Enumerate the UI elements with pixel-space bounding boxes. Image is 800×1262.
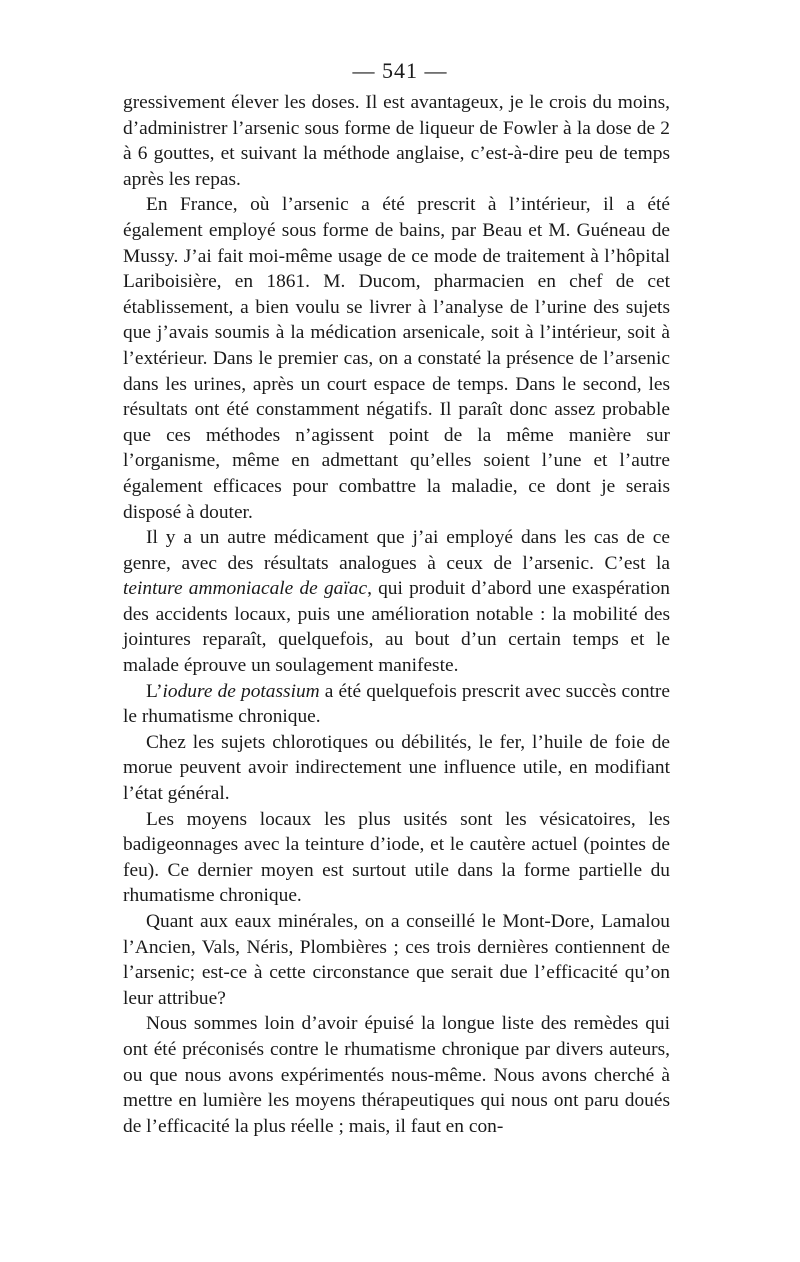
paragraph-text: En France, où l’arsenic a été prescrit à l’intérieur, il a été également employé sous forme de bains, par Beau et M. Guéneau de Mussy. J’ai fait moi-même usage de ce mode de traitement à l’hôpital Lariboisière, en 1861. M. Ducom, pharmacien en chef de cet établissement, a bien voulu se livrer à l’analyse de l’urine des sujets que j’avais soumis à la médication arsenicale, soit à l’intérieur, soit à l’extérieur. Dans le premier cas, on a constaté la présence de l’arsenic dans les urines, après un court espace de temps. Dans le second, les résultats ont été constamment négatifs. Il paraît donc assez probable que ces méthodes n’agissent point de la même manière sur l’organisme, même en admettant qu’elles soient l’une et l’autre également efficaces pour combattre la maladie, ce dont je serais disposé à douter.	[123, 194, 670, 523]
paragraph	[123, 807, 670, 909]
paragraph	[123, 730, 670, 807]
paragraph	[123, 525, 670, 679]
paragraph-text: Il y a un autre médicament que j’ai employé dans les cas de ce genre, avec des résultats analogues à ceux de l’arsenic. C’est la	[123, 527, 670, 574]
paragraph	[123, 90, 670, 192]
paragraph-text: L’	[146, 680, 163, 702]
paragraph-text: a été quelquefois prescrit avec succès contre le rhumatisme chronique.	[123, 680, 670, 728]
paragraph-text: gressivement élever les doses. Il est avantageux, je le crois du moins, d’administrer l’arsenic sous forme de liqueur de Fowler à la dose de 2 à 6 gouttes, et suivant la méthode anglaise, c’est-à-dire peu de temps après les repas.	[123, 92, 670, 190]
paragraph-text: Les moyens locaux les plus usités sont les vésicatoires, les badigeonnages avec la teinture d’iode, et le cautère actuel (pointes de feu). Ce dernier moyen est surtout utile dans la forme partielle du rhumatisme chronique.	[123, 808, 670, 907]
paragraph	[123, 909, 670, 1011]
paragraph-text: , qui produit d’abord une exaspération des accidents locaux, puis une amélioration notable : la mobilité des jointures reparaît, quelquefois, au bout d’un certain temps et le malade éprouve un soulagement manifeste.	[123, 578, 670, 677]
paragraph	[123, 679, 670, 730]
paragraph-text: Nous sommes loin d’avoir épuisé la longue liste des remèdes qui ont été préconisés contre le rhumatisme chronique par divers auteurs, ou que nous avons expérimentés nous-même. Nous avons cherché à mettre en lumière les moyens thérapeutiques qui nous ont paru doués de l’efficacité la plus réelle ; mais, il faut en con-	[123, 1013, 670, 1137]
paragraph-text: Quant aux eaux minérales, on a conseillé le Mont-Dore, Lamalou l’Ancien, Vals, Néris, Plombières ; ces trois dernières contiennent de l’arsenic; est-ce à cette circonstance que serait due l’efficacité qu’on leur attribue?	[123, 911, 670, 1009]
body-text	[123, 90, 670, 1139]
paragraph	[123, 1011, 670, 1139]
paragraph-text: Chez les sujets chlorotiques ou débilités, le fer, l’huile de foie de morue peuvent avoir indirectement une influence utile, en modifiant l’état général.	[123, 731, 670, 805]
italic-term: teinture ammoniacale de gaïac	[123, 578, 368, 600]
page-number: — 541 —	[352, 58, 448, 83]
paragraph	[123, 192, 670, 525]
italic-term: iodure de potassium	[162, 680, 320, 702]
